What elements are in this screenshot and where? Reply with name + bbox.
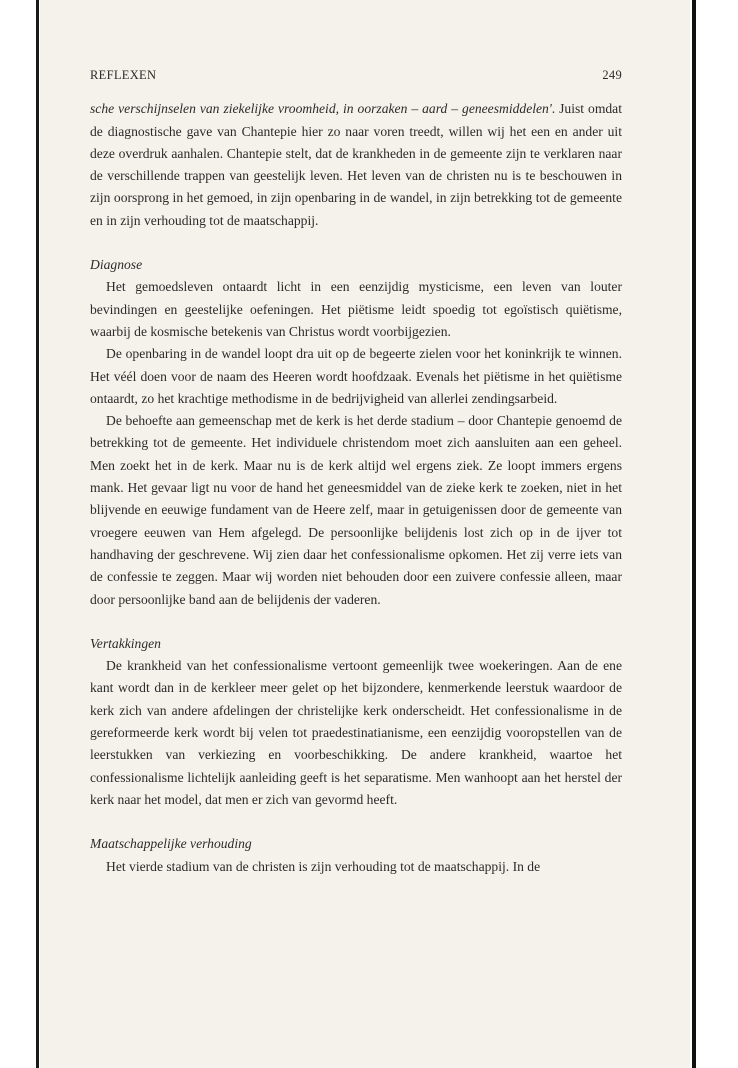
- running-head: [90, 64, 622, 86]
- paragraph: Het gemoedsleven ontaardt licht in een eenzijdig mysticisme, een leven van louter bevindingen en geestelijke oefeningen. Het piëtisme leidt spoedig tot egoïstisch quiëtisme, waarbij de kosmische betekenis van Christus wordt voorbijgezien.: [90, 279, 622, 339]
- quoted-title: sche verschijnselen van ziekelijke vroomheid, in oorzaken – aard – geneesmiddelen': [90, 101, 552, 117]
- paragraph: De behoefte aan gemeenschap met de kerk is het derde stadium – door Chantepie genoemd de betrekking tot de gemeente. Het individuele christendom moet zich aansluiten aan een geheel. Men zoekt het in de kerk. Maar nu is de kerk altijd wel ergens ziek. Ze loopt immers ergens mank. Het gevaar ligt nu voor de hand het geneesmiddel van de zieke kerk te zoeken, niet in het blijvende en eeuwige fundament van de Heere zelf, maar in getuigenissen door de gemeente van vroegere eeuwen van Hem afgelegd. De persoonlijke belijdenis lost zich op in de ijver tot handhaving der geschrevene. Wij zien daar het confessionalisme opkomen. Het zij verre iets van de confessie te zeggen. Maar wij worden niet behouden door een zuivere confessie alleen, maar door persoonlijke band aan de belijdenis der vaderen.: [90, 413, 622, 607]
- section-heading-vertakkingen: Vertakkingen: [90, 635, 161, 651]
- page-number: 249: [602, 68, 622, 82]
- section-heading-diagnose: Diagnose: [90, 257, 143, 273]
- running-title: REFLEXEN: [90, 68, 157, 82]
- paragraph-text: . Juist omdat de diagnostische gave van Chantepie hier zo naar voren treedt, willen wij het een en ander uit deze overdruk aanhalen. Chantepie stelt, dat de krankheden in de gemeente zijn te verklaren naar de verschillende trappen van geestelijk leven. Het leven van de christen nu is te beschouwen in zijn oorsprong in het gemoed, in zijn openbaring in de wandel, in zijn betrekking tot de gemeente en in zijn verhouding tot de maatschappij.: [90, 101, 622, 228]
- paragraph: De openbaring in de wandel loopt dra uit op de begeerte zielen voor het koninkrijk te winnen. Het véél doen voor de naam des Heeren wordt hoofdzaak. Evenals het piëtisme in het quiëtisme ontaardt, zo het krachtige methodisme in de bedrijvigheid van allerlei zendingsarbeid.: [90, 346, 622, 406]
- book-page: [90, 64, 622, 878]
- right-margin: [690, 0, 738, 1068]
- right-scan-edge: [692, 0, 696, 1068]
- left-margin: [0, 0, 40, 1068]
- paragraph: Het vierde stadium van de christen is zijn verhouding tot de maatschappij. In de: [106, 858, 541, 874]
- paragraph: De krankheid van het confessionalisme vertoont gemeenlijk twee woekeringen. Aan de ene kant wordt dan in de kerkleer meer gelet op het bijzondere, kenmerkende leerstuk waardoor de kerk zich van andere afdelingen der christelijke kerk onderscheidt. Het confessionalisme in de gereformeerde kerk wordt bij velen tot praedestinatianisme, een eenzijdig vooropstellen van de leerstukken van verkiezing en voorbeschikking. De andere krankheid, waartoe het confessionalisme lichtelijk aanleiding geeft is het separatisme. Men wanhoopt aan het herstel der kerk naar het model, dat men er zich van gevormd heeft.: [90, 658, 622, 807]
- left-scan-edge: [36, 0, 39, 1068]
- section-heading-maatschappelijke-verhouding: Maatschappelijke verhouding: [90, 836, 252, 852]
- paragraph-continuation: [90, 98, 622, 232]
